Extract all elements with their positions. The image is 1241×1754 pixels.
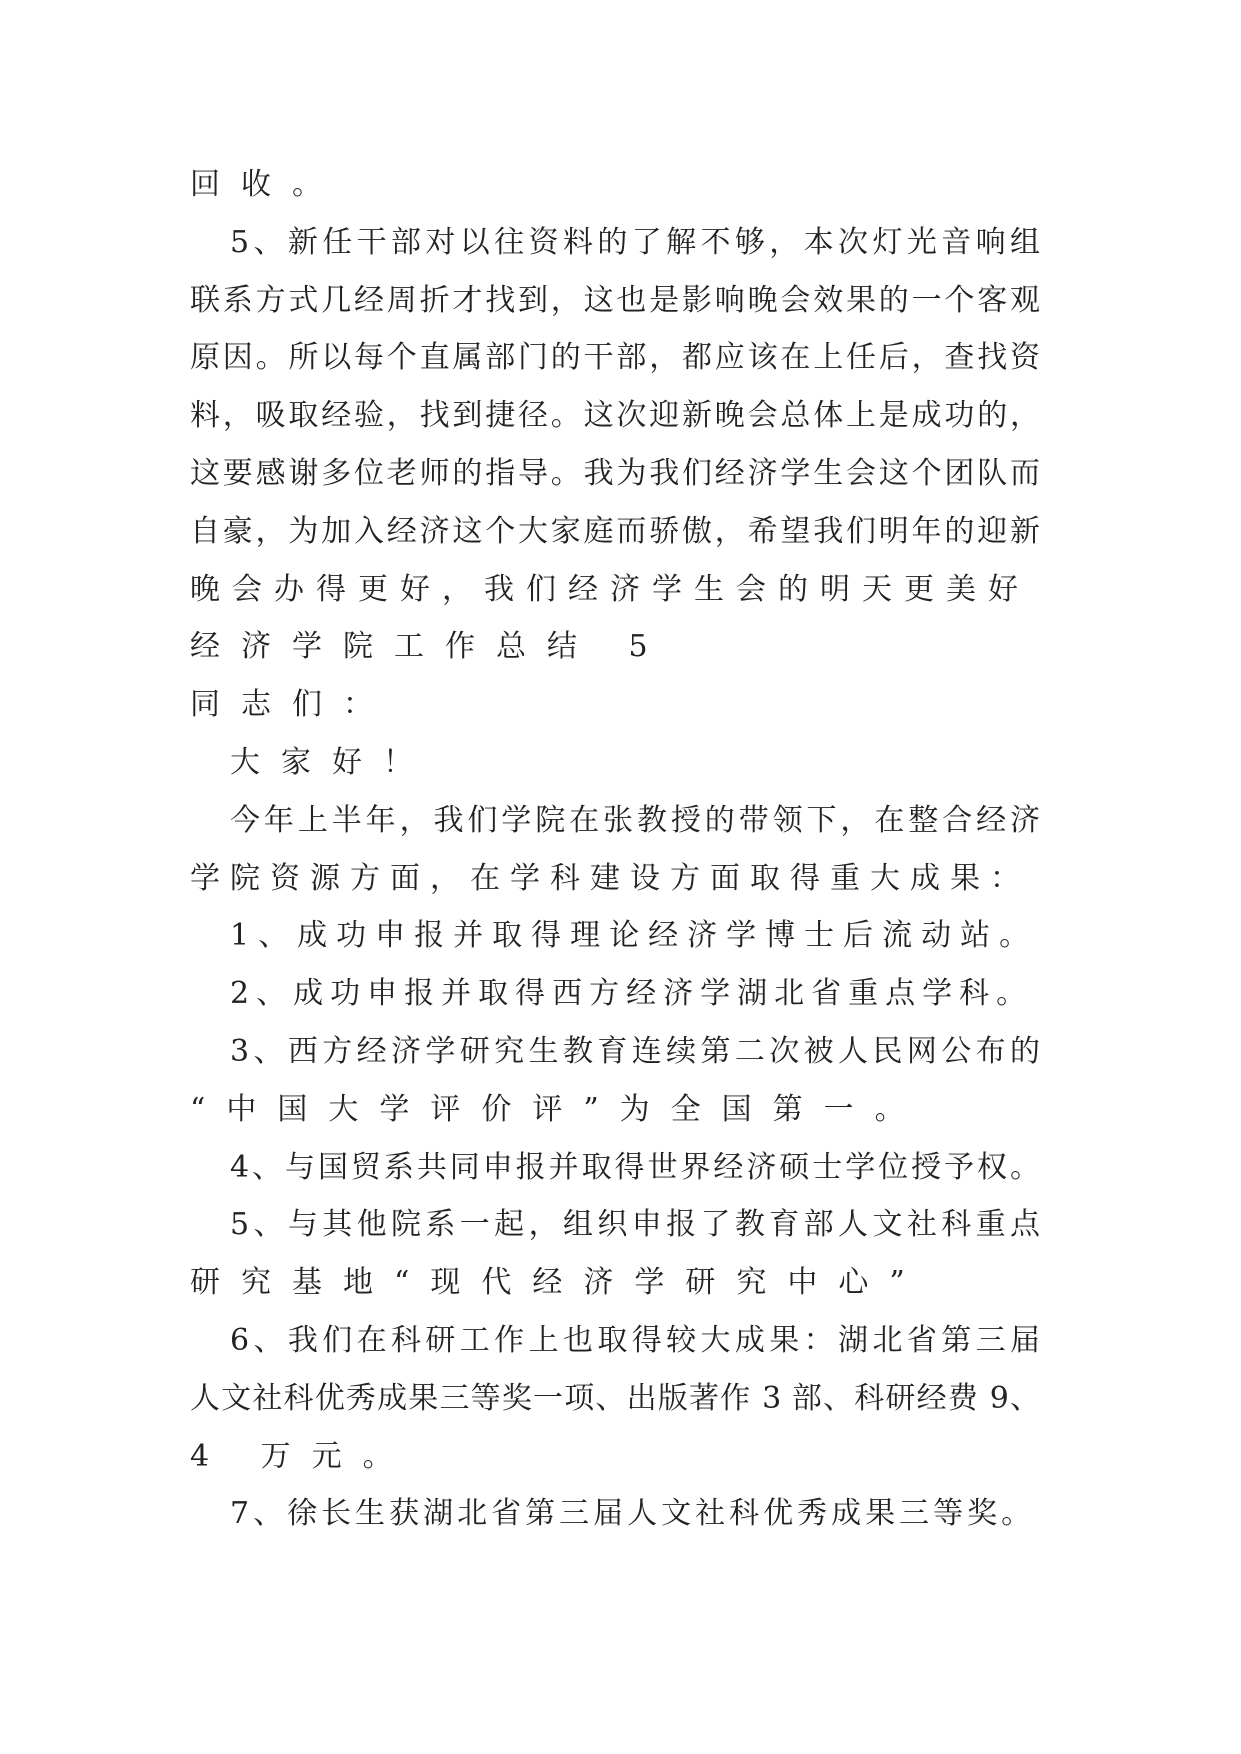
text-line: 晚会办得更好，我们经济学生会的明天更美好 (190, 571, 1030, 607)
text-line: 2、成功申报并取得西方经济学湖北省重点学科。 (230, 976, 1034, 1012)
text-line: 学院资源方面，在学科建设方面取得重大成果： (190, 860, 1030, 896)
text-line: 联系方式几经周折才找到，这也是影响晚会效果的一个客观 (190, 282, 1040, 318)
text-line: 料，吸取经验，找到捷径。这次迎新晚会总体上是成功的， (190, 398, 1040, 434)
text-line: 3、西方经济学研究生教育连续第二次被人民网公布的 (230, 1033, 1040, 1069)
text-line: 人文社科优秀成果三等奖一项、出版著作 3 部、科研经费 9、 (190, 1380, 1040, 1416)
document-body (190, 156, 1040, 1543)
text-line: 今年上半年，我们学院在张教授的带领下，在整合经济 (230, 802, 1040, 838)
text-line: 大家好！ (230, 744, 434, 780)
text-line: 5、与其他院系一起，组织申报了教育部人文社科重点 (230, 1207, 1040, 1243)
text-line: 同志们： (190, 687, 394, 723)
text-line: 回收。 (190, 167, 343, 202)
text-line: 自豪，为加入经济这个大家庭而骄傲，希望我们明年的迎新 (190, 513, 1040, 549)
text-line: 4 万元。 (190, 1438, 414, 1474)
section-heading: 经济学院工作总结 5 (190, 629, 669, 665)
text-line: 6、我们在科研工作上也取得较大成果：湖北省第三届 (230, 1322, 1040, 1358)
text-line: 原因。所以每个直属部门的干部，都应该在上任后，查找资 (190, 340, 1040, 376)
text-line: 5、新任干部对以往资料的了解不够，本次灯光音响组 (230, 224, 1040, 260)
text-line: 这要感谢多位老师的指导。我为我们经济学生会这个团队而 (190, 455, 1040, 491)
text-line: 7、徐长生获湖北省第三届人文社科优秀成果三等奖。 (230, 1496, 1036, 1532)
text-line: 4、与国贸系共同申报并取得世界经济硕士学位授予权。 (230, 1149, 1040, 1185)
text-line: 研究基地“现代经济学研究中心” (190, 1265, 926, 1301)
text-line: 1、成功申报并取得理论经济学博士后流动站。 (230, 918, 1039, 954)
text-line: “中国大学评价评”为全国第一。 (190, 1091, 926, 1127)
